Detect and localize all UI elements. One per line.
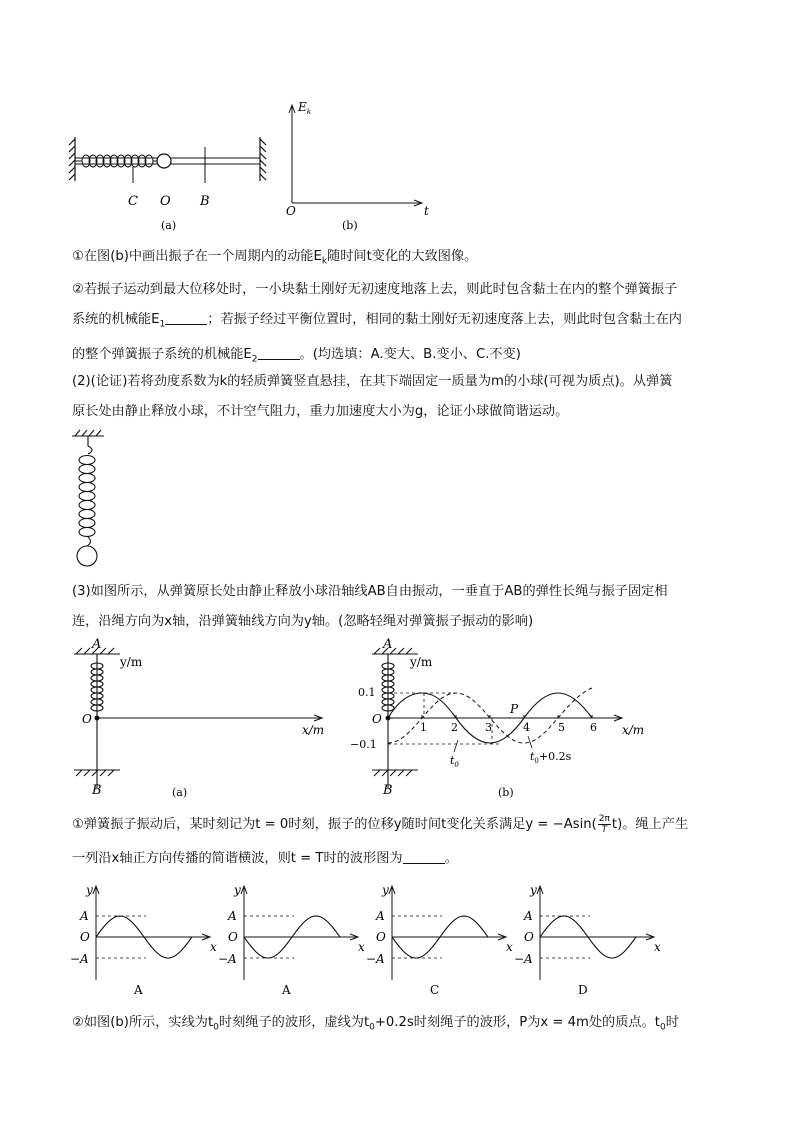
- label-c: C: [128, 194, 138, 209]
- option-o-label: O: [524, 930, 534, 944]
- option-neg-a-label: −A: [514, 952, 533, 966]
- figure-1: [60, 95, 440, 235]
- q1-item1: ①在图(b)中画出振子在一个周期内的动能$E_k$随时间t变化的大致图像。: [72, 249, 478, 267]
- q3-1-text: ①弹簧振子振动后，某时刻记为t = 0时刻，振子的位移y随时间t变化关系满足y = −Asin( $\frac{2\pi}{T}$ t)。绳上产生 一列沿x轴正方向传播的简谐横波，则t = T时的波形图为 。: [72, 813, 689, 866]
- label-t0: $t_0$: [450, 754, 459, 769]
- caption-b: (b): [342, 219, 358, 232]
- oscillator-ball: [157, 154, 171, 168]
- option-a-label: A: [228, 909, 237, 923]
- option-y-label: y: [234, 883, 241, 897]
- q3-2-text: ②如图(b)所示，实线为$t_0$时刻绳子的波形，虚线为$t_0+0.2s$时刻绳子的波形，P为x = 4m处的质点。$t_0$时: [72, 1015, 679, 1033]
- tick-5: 5: [558, 721, 565, 734]
- label-o-b: O: [372, 712, 382, 726]
- hanging-ball: [77, 546, 97, 566]
- option-y-label: y: [382, 883, 389, 897]
- figure-2-hanging-spring: [66, 428, 116, 573]
- right-wall: [260, 137, 266, 181]
- q1-item2: ②若振子运动到最大位移处时，一小块黏土刚好无初速度地落上去，则此时包含黏土在内的整个弹簧振子 系统的机械能$E_1$ ；若振子经过平衡位置时，相同的黏土刚好无初速度落上去，则此时包含黏土在内 的整个弹簧振子系统的机械能$E_2$ 。(均选填：A.变大、B.变小、C.不变): [72, 282, 682, 365]
- label-xlabel-b: x/m: [622, 723, 645, 737]
- tick-1: 1: [420, 721, 427, 734]
- label-t0-plus: $t_0+0.2s$: [530, 750, 572, 765]
- option-x-label: x: [358, 940, 365, 954]
- answer-blank-wave[interactable]: [403, 849, 445, 864]
- label-y-neg: −0.1: [350, 738, 377, 751]
- tick-6: 6: [590, 721, 597, 734]
- answer-blank-e2[interactable]: [258, 345, 300, 360]
- tick-2: 2: [451, 721, 458, 734]
- options-figure: [60, 880, 680, 1000]
- option-x-label: x: [654, 940, 661, 954]
- option-o-label: O: [80, 930, 90, 944]
- axis-ek-label: $E_k$: [298, 100, 312, 116]
- ek-axes: [289, 105, 422, 206]
- label-y-pos: 0.1: [358, 686, 376, 699]
- label-p: P: [510, 702, 519, 716]
- spring: [75, 155, 158, 167]
- option-a-label: A: [524, 909, 533, 923]
- caption-a: (a): [161, 219, 177, 232]
- option-letter: D: [578, 983, 588, 997]
- figure-3b: [340, 636, 660, 801]
- q3-text: (3)如图所示，从弹簧原长处由静止释放小球沿轴线AB自由振动，一垂直于AB的弹性长绳与振子固定相 连，沿绳方向为x轴，沿弹簧轴线方向为y轴。(忽略轻绳对弹簧振子振动的影响): [72, 584, 668, 629]
- label-a-top-b: A: [383, 637, 393, 652]
- q2-text: (2)(论证)若将劲度系数为k的轻质弹簧竖直悬挂，在其下端固定一质量为m的小球(可视为质点)。从弹簧 原长处由静止释放小球，不计空气阻力，重力加速度大小为g，论证小球做简谐运动。: [72, 374, 673, 419]
- option-neg-a-label: −A: [218, 952, 237, 966]
- label-b: B: [200, 194, 210, 209]
- caption-3b: (b): [498, 786, 514, 799]
- option-x-label: x: [210, 940, 217, 954]
- axis-t-label: t: [424, 204, 429, 218]
- tick-3: 3: [485, 721, 492, 734]
- option-neg-a-label: −A: [70, 952, 89, 966]
- figure-3a: [62, 636, 342, 801]
- tick-4: 4: [523, 721, 530, 734]
- option-letter: A: [134, 983, 143, 997]
- option-neg-a-label: −A: [366, 952, 385, 966]
- option-y-label: y: [86, 883, 93, 897]
- option-a-label: A: [376, 909, 385, 923]
- label-ylabel-b: y/m: [410, 655, 433, 669]
- label-o-a: O: [82, 712, 92, 726]
- option-a-label: A: [80, 909, 89, 923]
- option-o-label: O: [228, 930, 238, 944]
- answer-blank-e1[interactable]: [165, 310, 207, 325]
- label-o: O: [160, 194, 171, 209]
- origin-label: O: [286, 204, 296, 218]
- label-a-top: A: [92, 637, 102, 652]
- option-letter: A: [282, 983, 291, 997]
- option-3[interactable]: [366, 883, 513, 997]
- label-b-bottom-b: B: [383, 783, 393, 798]
- caption-3a: (a): [172, 786, 188, 799]
- label-xlabel-a: x/m: [302, 723, 325, 737]
- label-ylabel-a: y/m: [120, 655, 143, 669]
- option-letter: C: [430, 983, 440, 997]
- option-1[interactable]: [70, 883, 217, 997]
- option-2[interactable]: [218, 883, 365, 997]
- option-y-label: y: [530, 883, 537, 897]
- option-x-label: x: [506, 940, 513, 954]
- option-4[interactable]: [514, 883, 661, 997]
- label-b-bottom: B: [92, 783, 102, 798]
- left-wall: [69, 137, 75, 181]
- option-o-label: O: [376, 930, 386, 944]
